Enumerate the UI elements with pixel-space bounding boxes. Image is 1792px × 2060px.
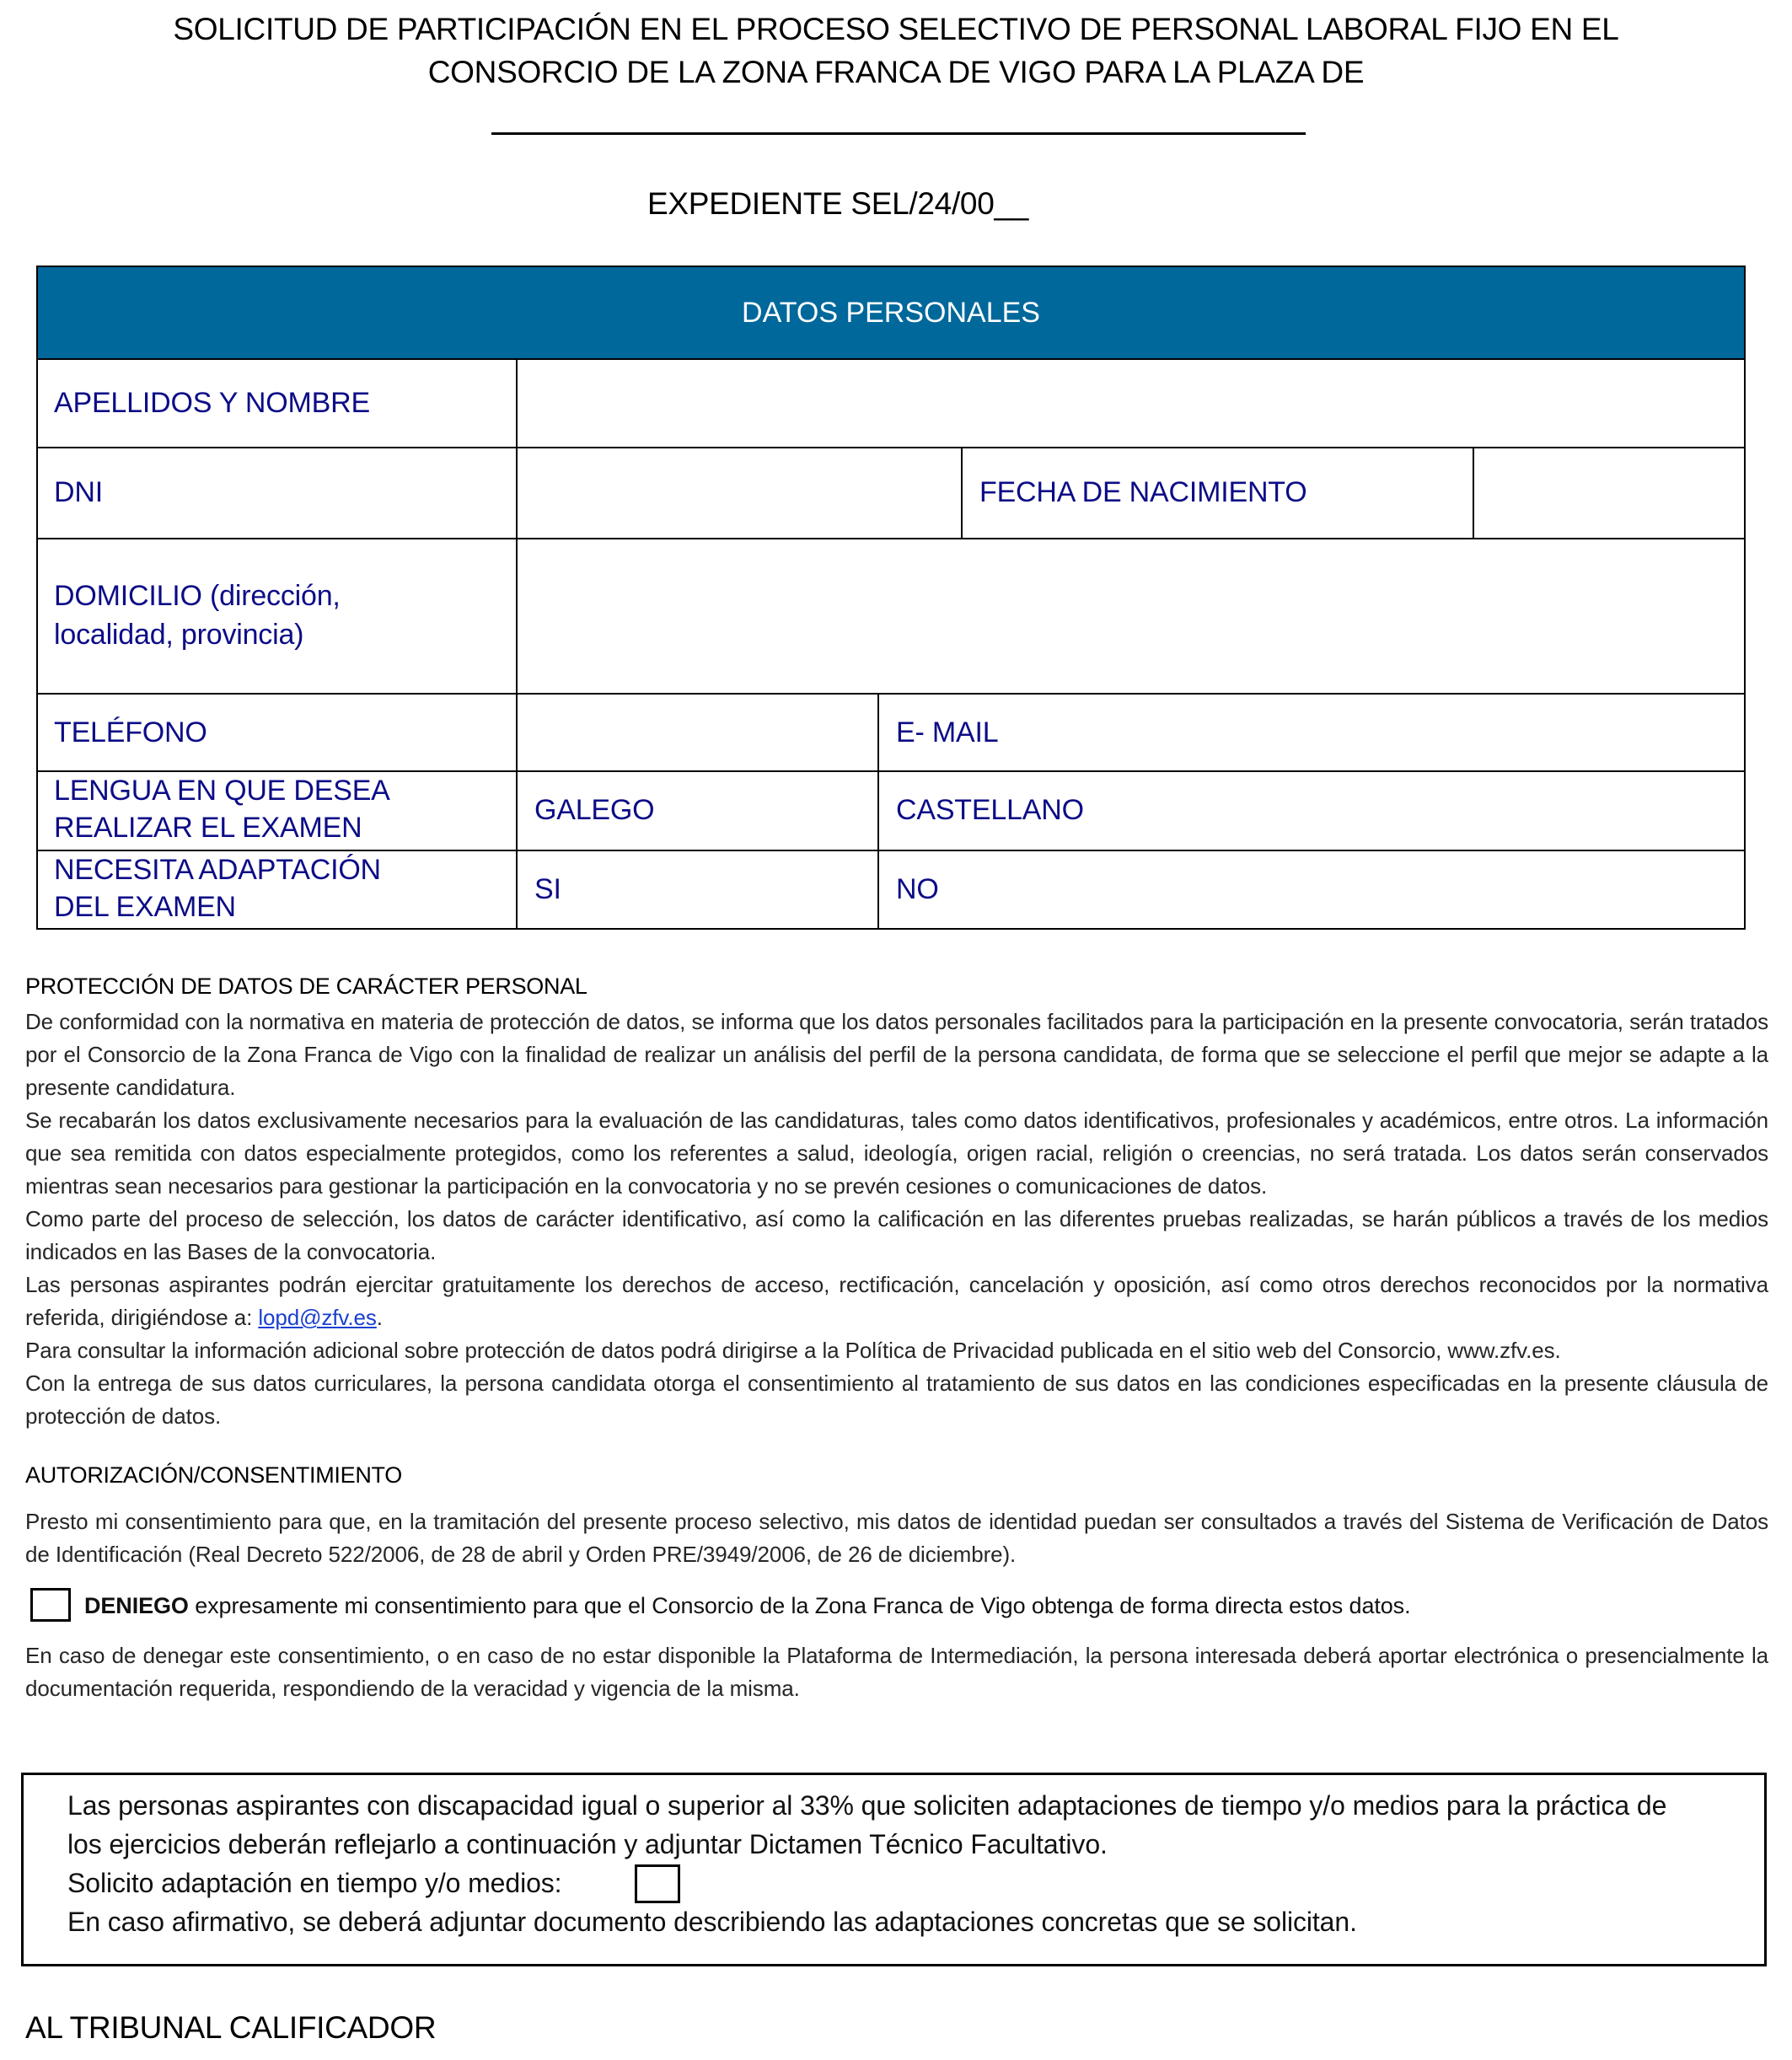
label-address-2: localidad, provincia) <box>54 619 304 651</box>
option-no[interactable]: NO <box>896 873 939 905</box>
label-email: E- MAIL <box>896 716 999 748</box>
email-field[interactable] <box>1065 695 1744 770</box>
disability-line-1: Las personas aspirantes con discapacidad igual o superior al 33% que soliciten adaptaciones de tiempo y/o medios para la práctica de <box>67 1790 1667 1821</box>
expediente-number: EXPEDIENTE SEL/24/00__ <box>647 186 1029 221</box>
option-castellano[interactable]: CASTELLANO <box>896 794 1084 826</box>
birth-date-field[interactable] <box>1474 448 1744 536</box>
deny-text: expresamente mi consentimiento para que el Consorcio de la Zona Franca de Vigo obtenga de forma directa estos datos. <box>188 1593 1411 1618</box>
adaptation-request-checkbox[interactable] <box>635 1864 680 1903</box>
disability-box <box>21 1773 1767 1966</box>
rights-text-end: . <box>376 1305 383 1330</box>
disability-line-2: los ejercicios deberán reflejarlo a continuación y adjuntar Dictamen Técnico Facultativo. <box>67 1829 1108 1859</box>
column-divider <box>877 693 879 930</box>
title-line-1: SOLICITUD DE PARTICIPACIÓN EN EL PROCESO SELECTIVO DE PERSONAL LABORAL FIJO EN EL <box>173 12 1619 46</box>
data-protection-text <box>25 1006 1768 1433</box>
deny-consent-checkbox[interactable] <box>30 1588 71 1622</box>
consent-text: Presto mi consentimiento para que, en la tramitación del presente proceso selectivo, mis datos de identidad puedan ser consultados a través del Sistema de Verificación de Datos de Identificación (Real Decreto 522/2006, de 28 de abril y Orden PRE/3949/2006, de 26 de diciembre). <box>25 1509 1768 1567</box>
disability-line-3: Solicito adaptación en tiempo y/o medios: <box>67 1868 562 1898</box>
label-birth-date: FECHA DE NACIMIENTO <box>979 476 1307 508</box>
consent-deny-note: En caso de denegar este consentimiento, o en caso de no estar disponible la Plataforma de Intermediación, la persona interesada deberá aportar electrónica o presencialmente la documentación requerida, respondiendo de la veracidad y vigencia de la misma. <box>25 1643 1768 1701</box>
consent-title: AUTORIZACIÓN/CONSENTIMIENTO <box>25 1462 402 1488</box>
data-protection-p2: Se recabarán los datos exclusivamente necesarios para la evaluación de las candidaturas, tales como datos identificativos, profesionales y académicos, entre otros. La información que sea remitida con datos especialmente protegidos, como los referentes a salud, ideología, origen racial, religión o creencias, no será tratada. Los datos serán conservados mientras sean necesarios para gestionar la participación en la convocatoria y no se prevén cesiones o comunicaciones de datos. <box>25 1108 1768 1199</box>
name-field[interactable] <box>518 360 1744 446</box>
label-adaptation-2: DEL EXAMEN <box>54 891 236 923</box>
option-si[interactable]: SI <box>534 873 561 905</box>
data-protection-p6: Con la entrega de sus datos curriculares, la persona candidata otorga el consentimiento al tratamiento de sus datos en las condiciones especificadas en la presente cláusula de protección de datos. <box>25 1371 1768 1429</box>
data-protection-p1: De conformidad con la normativa en materia de protección de datos, se informa que los datos personales facilitados para la participación en la presente convocatoria, serán tratados por el Consorcio de la Zona Franca de Vigo con la finalidad de realizar un análisis del perfil de la persona candidata, de forma que se seleccione el perfil que mejor se adapte a la presente candidatura. <box>25 1009 1768 1100</box>
plaza-blank-line[interactable] <box>491 132 1306 135</box>
column-divider <box>961 447 963 538</box>
label-phone: TELÉFONO <box>54 716 207 748</box>
title-line-2: CONSORCIO DE LA ZONA FRANCA DE VIGO PARA LA PLAZA DE <box>427 55 1365 89</box>
data-protection-p4 <box>25 1269 1768 1334</box>
data-protection-p5: Para consultar la información adicional sobre protección de datos podrá dirigirse a la Política de Privacidad publicada en el sitio web del Consorcio, www.zfv.es. <box>25 1338 1561 1363</box>
data-protection-title: PROTECCIÓN DE DATOS DE CARÁCTER PERSONAL <box>25 974 587 999</box>
tribunal-heading: AL TRIBUNAL CALIFICADOR <box>25 2010 437 2045</box>
dni-field[interactable] <box>518 448 960 536</box>
personal-data-table <box>36 266 1746 930</box>
data-protection-p3: Como parte del proceso de selección, los datos de carácter identificativo, así como la calificación en las diferentes pruebas realizadas, se harán públicos a través de los medios indicados en las Bases de la convocatoria. <box>25 1206 1768 1264</box>
label-language-2: REALIZAR EL EXAMEN <box>54 812 362 844</box>
lopd-email-link[interactable]: lopd@zfv.es <box>258 1305 377 1330</box>
rights-text: Las personas aspirantes podrán ejercitar gratuitamente los derechos de acceso, rectificación, cancelación y oposición, así como otros derechos reconocidos por la normativa referida, dirigiéndose a: <box>25 1272 1768 1330</box>
label-address-1: DOMICILIO (dirección, <box>54 580 341 612</box>
option-galego[interactable]: GALEGO <box>534 794 655 826</box>
disability-line-4: En caso afirmativo, se deberá adjuntar documento describiendo las adaptaciones concretas que se solicitan. <box>67 1907 1357 1937</box>
label-adaptation-1: NECESITA ADAPTACIÓN <box>54 854 381 886</box>
personal-data-header: DATOS PERSONALES <box>38 267 1744 358</box>
phone-field[interactable] <box>518 695 877 770</box>
deny-bold: DENIEGO <box>84 1593 189 1618</box>
address-field[interactable] <box>518 539 1744 692</box>
label-name: APELLIDOS Y NOMBRE <box>54 387 370 419</box>
label-language-1: LENGUA EN QUE DESEA <box>54 775 390 807</box>
deny-consent-label <box>84 1593 1410 1619</box>
label-dni: DNI <box>54 476 103 508</box>
